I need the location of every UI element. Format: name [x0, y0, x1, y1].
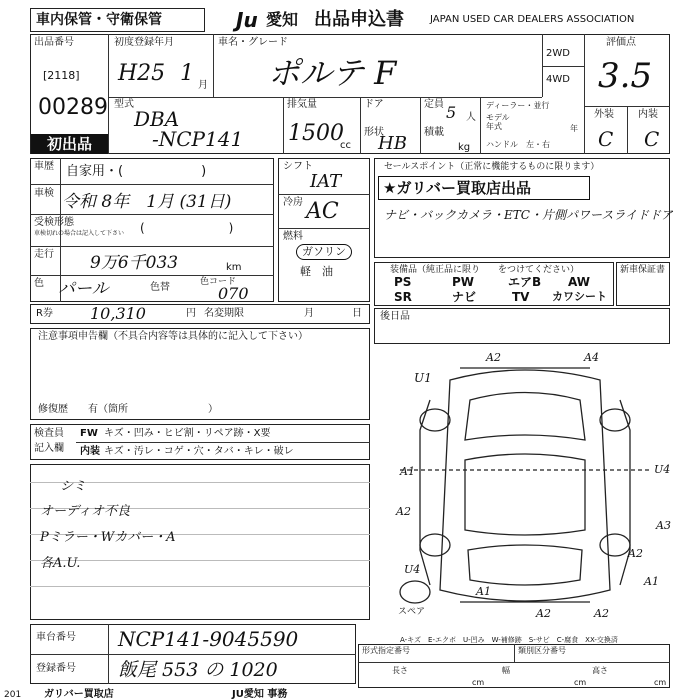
inspection-label: 車検	[34, 188, 54, 199]
color-code-label: 色コード	[200, 277, 237, 287]
inspector-fw: FW	[80, 428, 98, 439]
inspector-row1: キズ・凹み・ヒビ割・リペア跡・X要	[104, 428, 271, 439]
selling-points-text: ナビ・バックカメラ・ETC・片側パワースライドドア	[384, 208, 673, 222]
load-unit: kg	[458, 142, 471, 153]
type-label: 型式	[114, 99, 134, 110]
registration-month: 1	[180, 61, 194, 86]
height-unit: cm	[654, 678, 667, 687]
type-value-2: -NCP141	[152, 127, 244, 151]
capacity-value: 5	[446, 103, 457, 122]
mileage-unit: km	[226, 262, 242, 273]
chassis-label: 車台番号	[36, 632, 76, 643]
mileage-label: 走行	[34, 249, 54, 260]
color-label: 色	[34, 278, 44, 289]
color-value: パール	[58, 279, 109, 299]
mileage-value: 9万6千033	[90, 253, 179, 273]
shape-label: 形状	[364, 127, 384, 138]
dealer-label: ディーラー・並行	[486, 101, 550, 110]
color-code-value: 070	[218, 284, 249, 303]
color-change-label: 色替	[150, 282, 170, 293]
equip-pw: PW	[452, 275, 475, 289]
spare-label: スペア	[398, 607, 426, 617]
equip-sr: SR	[394, 290, 412, 304]
damage-mark-a2-front: A2	[486, 351, 501, 364]
name-change-month: 月	[304, 308, 314, 319]
usage-label: 車歴	[34, 161, 54, 172]
inspector-entry-label: 記入欄	[34, 443, 64, 454]
equip-leather-seat: カワシート	[552, 290, 607, 303]
brand-name: 愛知	[266, 10, 299, 29]
shape-value: HB	[378, 133, 407, 154]
name-change-label: 名変期限	[204, 308, 244, 319]
report-line-3: Pミラー・Wカバー・A	[40, 530, 176, 545]
special-bracket: ( )	[140, 221, 234, 235]
equipment-label: 装備品（純正品に限り をつけてください）	[390, 265, 580, 275]
special-note: 車検切れの場合は記入して下さい	[34, 230, 125, 237]
load-label: 積載	[424, 127, 444, 138]
score-int-label: 内装	[638, 109, 658, 120]
plate-number: 飯尾 553 の 1020	[118, 659, 278, 681]
name-change-day: 日	[352, 308, 362, 319]
report-line-1: シミ	[60, 479, 87, 494]
corner-note: 201	[4, 690, 22, 700]
model-year-unit: 年	[570, 124, 578, 133]
footer-right: JU愛知 事務	[232, 689, 288, 700]
score-label: 評価点	[606, 37, 636, 48]
report-line-2: オーディオ不良	[40, 504, 130, 519]
equip-navi: ナビ	[452, 290, 477, 304]
ac-value: AC	[306, 199, 339, 224]
recycle-label: R券	[36, 308, 53, 319]
inspector-label: 検査員	[34, 428, 64, 439]
ju-logo: Ju	[236, 8, 258, 32]
inspector-row2: キズ・汚レ・コゲ・穴・タバ・キレ・破レ	[104, 446, 294, 457]
displacement-unit: cc	[340, 140, 351, 151]
damage-mark-a3-right: A3	[656, 519, 671, 532]
length-label: 長さ	[392, 666, 408, 675]
plate-label: 登録番号	[36, 663, 76, 674]
lot-number: 00289	[38, 95, 108, 120]
registration-label: 初度登録年月	[114, 37, 174, 48]
model-designation-label: 形式指定番号	[362, 646, 410, 655]
new-warranty-label: 新車保証書	[620, 265, 666, 275]
length-unit: cm	[472, 678, 485, 687]
score-ext-value: C	[598, 127, 614, 151]
damage-mark-a1-rear: A1	[644, 575, 659, 588]
damage-legend: A-キズ E-エクボ U-凹み W-補修跡 S-サビ C-腐食 XX-交換済	[400, 636, 618, 644]
later-items-frame	[374, 308, 670, 344]
damage-mark-u4-left: U4	[404, 563, 421, 576]
capacity-unit: 人	[466, 112, 476, 123]
score-value: 3.5	[598, 56, 653, 96]
recycle-unit: 円	[186, 308, 196, 319]
equip-aw: AW	[568, 275, 590, 289]
capacity-label: 定員	[424, 99, 444, 110]
width-unit: cm	[574, 678, 587, 687]
fuel-light-oil: 軽 油	[300, 265, 333, 278]
equip-tv: TV	[512, 290, 530, 304]
later-items-label: 後日品	[380, 311, 410, 322]
lot-sub: [2118]	[43, 69, 80, 82]
model-name-value: ポルテ F	[268, 54, 397, 92]
special-label: 受検形態	[34, 217, 74, 228]
score-int-value: C	[644, 127, 660, 151]
form-title: 出品申込書	[314, 9, 404, 30]
usage-value: 自家用・( )	[66, 164, 207, 179]
car-damage-diagram	[380, 340, 670, 640]
registration-year: H25	[118, 61, 166, 86]
damage-mark-a1-center: A1	[476, 585, 491, 598]
chassis-number: NCP141-9045590	[118, 627, 299, 651]
lot-label: 出品番号	[34, 37, 74, 48]
report-line-4: 各A.U.	[40, 556, 81, 571]
english-title: JAPAN USED CAR DEALERS ASSOCIATION	[430, 14, 635, 25]
registration-month-unit: 月	[198, 80, 208, 91]
inspector-interior: 内装	[80, 446, 100, 457]
recycle-value: 10,310	[90, 304, 146, 323]
first-listing-badge: 初出品	[31, 134, 108, 154]
fuel-value: ガソリン	[296, 244, 352, 260]
category-number-label: 類別区分番号	[518, 646, 566, 655]
damage-mark-a2-rear: A2	[536, 607, 551, 620]
storage-label: 車内保管・守衛保管	[36, 12, 162, 28]
drive-2wd: 2WD	[546, 48, 570, 59]
equip-airbag: エアB	[508, 275, 542, 289]
model-year-label: 年式	[486, 122, 502, 131]
footer-left: ガリバー買取店	[44, 689, 114, 700]
displacement-value: 1500	[288, 121, 344, 146]
width-label: 幅	[502, 666, 510, 675]
equip-ps: PS	[394, 275, 412, 289]
top-frame	[30, 34, 670, 154]
fuel-label: 燃料	[283, 231, 303, 242]
doors-label: ドア	[364, 99, 384, 110]
damage-mark-u1: U1	[414, 371, 432, 385]
damage-mark-a1-left: A1	[400, 465, 415, 478]
damage-mark-a2-left: A2	[396, 505, 411, 518]
drive-4wd: 4WD	[546, 74, 570, 85]
ac-label: 冷房	[283, 197, 303, 208]
seller-banner: ★ガリバー買取店出品	[378, 176, 590, 200]
steering-label: ハンドル 左・右	[486, 140, 550, 149]
displacement-label: 排気量	[287, 99, 317, 110]
repair-label: 修復歴 有（箇所 ）	[38, 404, 218, 415]
damage-mark-a4-front: A4	[584, 351, 599, 364]
height-label: 高さ	[592, 666, 608, 675]
recycle-frame	[30, 304, 370, 324]
damage-mark-a2-rear-right: A2	[594, 607, 609, 620]
notes-label: 注意事項申告欄（不具合内容等は具体的に記入して下さい）	[38, 331, 308, 342]
damage-mark-u4-right: U4	[654, 463, 671, 476]
type-value-1: DBA	[134, 107, 180, 131]
shift-label: シフト	[283, 161, 313, 172]
model-label: モデル	[486, 113, 510, 122]
inspection-value: 令和 8年 1月 (31日)	[62, 192, 232, 212]
model-name-label: 車名・グレード	[218, 37, 288, 48]
selling-points-label: セールスポイント（正常に機能するものに限ります）	[384, 162, 600, 172]
damage-mark-a2-right: A2	[628, 547, 643, 560]
score-ext-label: 外装	[594, 109, 614, 120]
shift-value: IAT	[310, 171, 342, 192]
